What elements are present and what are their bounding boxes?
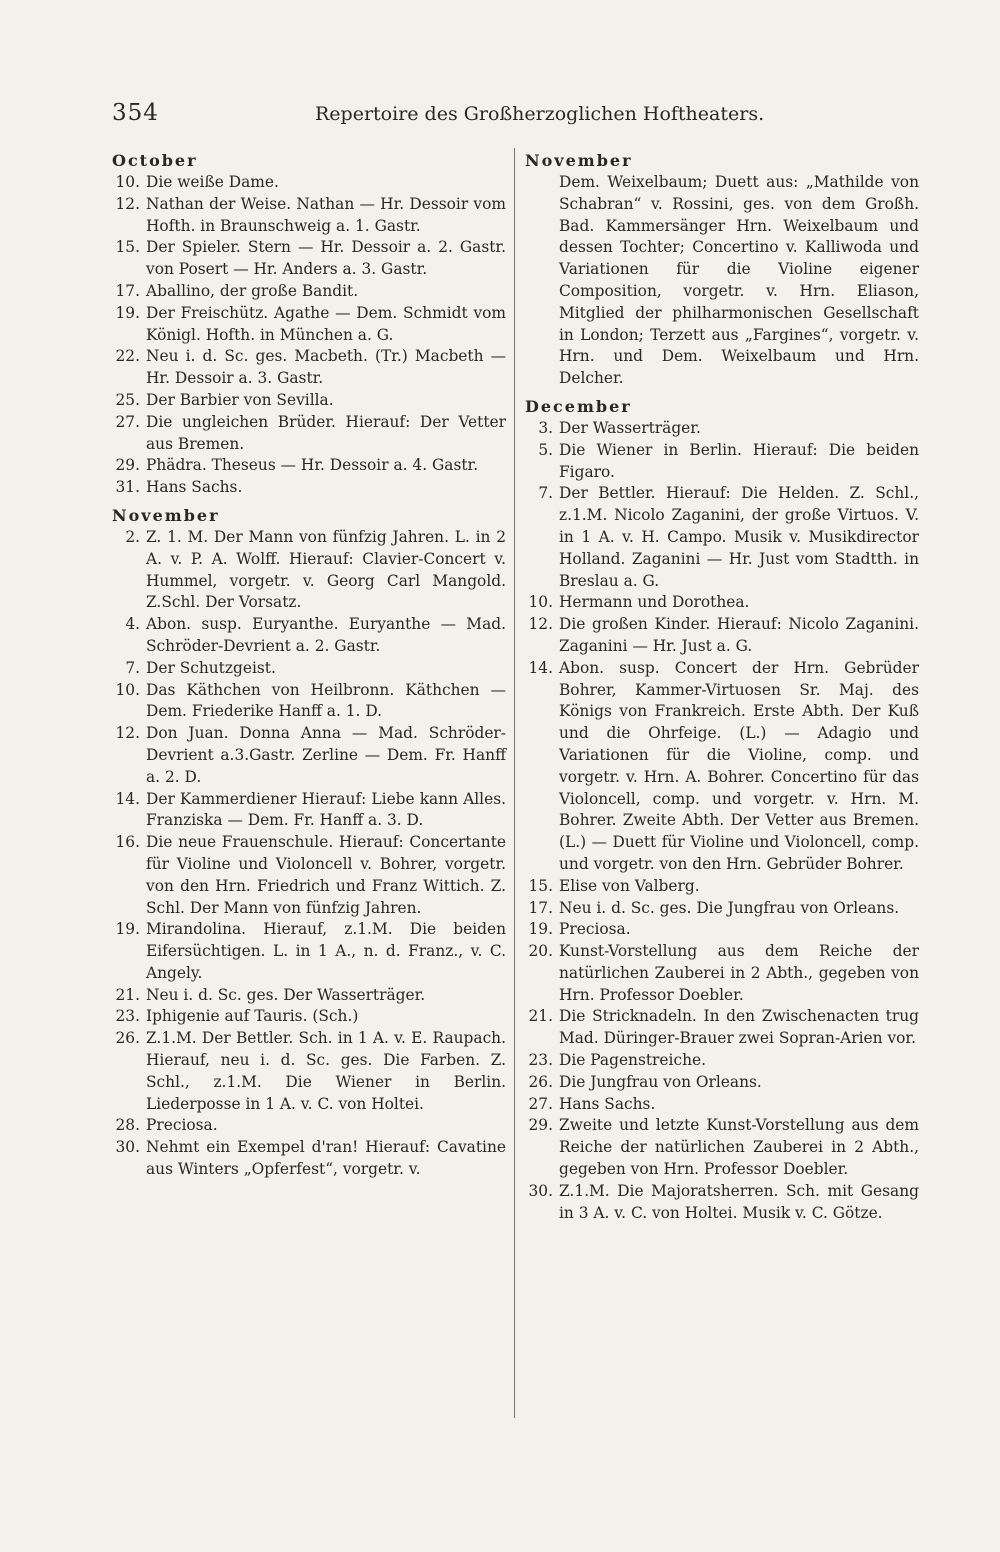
entry-day: 5. [538, 440, 553, 459]
repertoire-entry [112, 985, 506, 1007]
month-heading: November [525, 151, 633, 170]
repertoire-entry [112, 527, 506, 614]
entry-day: 12. [528, 615, 553, 634]
repertoire-entry [112, 1137, 506, 1181]
entry-text: Die Wiener in Berlin. Hierauf: Die beiden Figaro. [559, 440, 919, 481]
entry-text: Der Wasserträger. [559, 418, 701, 437]
page-header [112, 100, 765, 136]
entry-text: Z. 1. M. Der Mann von fünfzig Jahren. L. in 2 A. v. P. A. Wolff. Hierauf: Clavier-Concert v. Hummel, vorgetr. v. Georg Carl Mangold. Z.Schl. Der Vorsatz. [146, 527, 506, 612]
entry-day: 19. [115, 920, 140, 939]
entry-text: Elise von Valberg. [559, 876, 700, 895]
repertoire-entry [525, 1072, 919, 1094]
entry-day: 15. [115, 238, 140, 257]
repertoire-entry [525, 1050, 919, 1072]
entry-day: 3. [538, 418, 553, 437]
continued-entry: Dem. Weixelbaum; Duett aus: „Mathilde von Schabran“ v. Rossini, ges. von dem Großh. Bad. Kammersänger Hrn. Weixelbaum und dessen Tochter; Concertino v. Kalliwoda und Variationen für die Violine eigener Composition, vorgetr. v. Hrn. Eliason, Mitglied der philharmonischen Gesellschaft in London; Terzett aus „Fargines“, vorgetr. v. Hrn. und Dem. Weixelbaum und Hrn. Delcher. [559, 173, 919, 388]
entry-day: 4. [125, 615, 140, 634]
repertoire-entry [112, 919, 506, 984]
entry-day: 7. [125, 658, 140, 677]
entry-day: 17. [528, 898, 553, 917]
entry-day: 14. [115, 789, 140, 808]
repertoire-entry [112, 194, 506, 238]
entry-day: 16. [115, 833, 140, 852]
repertoire-entry [112, 237, 506, 281]
entry-text: Abon. susp. Concert der Hrn. Gebrüder Bohrer, Kammer-Virtuosen Sr. Maj. des Königs von Frankreich. Erste Abth. Der Kuß und die Ohrfeige. (L.) — Adagio und Variationen für die Violine, comp. und vorgetr. v. Hrn. A. Bohrer. Concertino für das Violoncell, comp. und vorgetr. v. Hrn. M. Bohrer. Zweite Abth. Der Vetter aus Bremen. (L.) — Duett für Violine und Violoncell, comp. und vorgetr. von den Hrn. Gebrüder Bohrer. [559, 658, 919, 873]
repertoire-entry [112, 477, 506, 499]
entry-day: 2. [125, 527, 140, 546]
entry-text: Die Jungfrau von Orleans. [559, 1072, 762, 1091]
repertoire-entry [525, 483, 919, 592]
entry-day: 31. [115, 478, 140, 497]
running-head: Repertoire des Großherzoglichen Hoftheaters. [315, 103, 765, 125]
entry-day: 30. [115, 1138, 140, 1157]
repertoire-entry [112, 832, 506, 919]
entry-day: 12. [115, 724, 140, 743]
entry-text: Der Schutzgeist. [146, 658, 276, 677]
entry-day: 21. [528, 1007, 553, 1026]
entry-day: 23. [528, 1051, 553, 1070]
left-column [112, 150, 506, 1181]
repertoire-entry [525, 614, 919, 658]
entry-day: 20. [528, 942, 553, 961]
page-number: 354 [112, 100, 159, 126]
entry-text: Neu i. d. Sc. ges. Macbeth. (Tr.) Macbeth — Hr. Dessoir a. 3. Gastr. [146, 347, 506, 388]
month-heading: October [112, 151, 198, 170]
repertoire-entry [525, 592, 919, 614]
repertoire-entry [112, 614, 506, 658]
entry-day: 23. [115, 1007, 140, 1026]
entry-day: 29. [115, 456, 140, 475]
entry-text: Z.1.M. Der Bettler. Sch. in 1 A. v. E. Raupach. Hierauf, neu i. d. Sc. ges. Die Farben. Z. Schl., z.1.M. Die Wiener in Berlin. Liederposse in 1 A. v. C. von Holtei. [146, 1029, 506, 1113]
repertoire-entry [112, 172, 506, 194]
repertoire-entry [112, 281, 506, 303]
repertoire-entry [525, 919, 919, 941]
entry-text: Abon. susp. Euryanthe. Euryanthe — Mad. Schröder-Devrient a. 2. Gastr. [146, 615, 506, 655]
repertoire-entry [525, 898, 919, 920]
entry-day: 30. [528, 1181, 553, 1200]
entry-day: 26. [115, 1029, 140, 1048]
entry-text: Hans Sachs. [559, 1094, 656, 1113]
entry-text: Der Freischütz. Agathe — Dem. Schmidt vom Königl. Hofth. in München a. G. [146, 303, 506, 344]
entry-text: Die weiße Dame. [146, 173, 279, 191]
repertoire-entry [525, 1115, 919, 1180]
repertoire-entry [525, 418, 919, 440]
entry-day: 26. [528, 1072, 553, 1091]
repertoire-entry [525, 1094, 919, 1116]
entry-day: 17. [115, 281, 140, 300]
repertoire-entry [112, 789, 506, 833]
repertoire-entry [112, 390, 506, 412]
entry-day: 19. [528, 920, 553, 939]
entry-day: 28. [115, 1116, 140, 1135]
repertoire-entry [112, 1006, 506, 1028]
entry-day: 19. [115, 303, 140, 322]
entry-text: Die ungleichen Brüder. Hierauf: Der Vetter aus Bremen. [146, 412, 506, 453]
entry-text: Hermann und Dorothea. [559, 593, 750, 612]
entry-text: Nehmt ein Exempel d'ran! Hierauf: Cavatine aus Winters „Opferfest“, vorgetr. v. [146, 1138, 506, 1179]
repertoire-entry [525, 876, 919, 898]
repertoire-entry [112, 303, 506, 347]
entry-day: 12. [115, 194, 140, 213]
entry-day: 29. [528, 1116, 553, 1135]
entry-text: Der Kammerdiener Hierauf: Liebe kann Alles. Franziska — Dem. Fr. Hanff a. 3. D. [146, 789, 506, 830]
entry-day: 14. [528, 658, 553, 677]
entry-text: Mirandolina. Hierauf, z.1.M. Die beiden Eifersüchtigen. L. in 1 A., n. d. Franz., v. C. Angely. [146, 920, 506, 982]
entry-day: 25. [115, 390, 140, 409]
repertoire-entry [525, 941, 919, 1006]
entry-day: 7. [538, 484, 553, 503]
month-section [112, 150, 506, 505]
entry-text: Die großen Kinder. Hierauf: Nicolo Zaganini. Zaganini — Hr. Just a. G. [559, 615, 919, 655]
entry-day: 21. [115, 985, 140, 1004]
entry-text: Die neue Frauenschule. Hierauf: Concertante für Violine und Violoncell v. Bohrer, vorgetr. von den Hrn. Friedrich und Franz Wittich. Z. Schl. Der Mann von fünfzig Jahren. [146, 833, 506, 917]
repertoire-entry [112, 1028, 506, 1115]
entry-text: Das Käthchen von Heilbronn. Käthchen — Dem. Friederike Hanff a. 1. D. [146, 680, 506, 721]
repertoire-entry [525, 1006, 919, 1050]
entry-text: Der Spieler. Stern — Hr. Dessoir a. 2. Gastr. von Posert — Hr. Anders a. 3. Gastr. [146, 238, 506, 279]
repertoire-entry [112, 658, 506, 680]
repertoire-entry [525, 440, 919, 484]
entry-day: 10. [115, 173, 140, 191]
column-divider [514, 148, 515, 1418]
repertoire-entry [525, 658, 919, 876]
entry-text: Nathan der Weise. Nathan — Hr. Dessoir vom Hofth. in Braunschweig a. 1. Gastr. [146, 194, 506, 235]
entry-text: Zweite und letzte Kunst-Vorstellung aus dem Reiche der natürlichen Zauberei in 2 Abth., gegeben von Hrn. Professor Doebler. [559, 1116, 919, 1179]
repertoire-entry [112, 680, 506, 724]
entry-text: Der Bettler. Hierauf: Die Helden. Z. Schl., z.1.M. Nicolo Zaganini, der große Virtuos. V. in 1 A. v. H. Campo. Musik v. Musikdirector Holland. Zaganini — Hr. Just vom Stadtth. in Breslau a. G. [559, 484, 919, 590]
repertoire-entry [112, 412, 506, 456]
entry-day: 10. [115, 680, 140, 699]
entry-text: Don Juan. Donna Anna — Mad. Schröder-Devrient a.3.Gastr. Zerline — Dem. Fr. Hanff a. 2. D. [146, 724, 506, 786]
entry-text: Iphigenie auf Tauris. (Sch.) [146, 1007, 359, 1026]
repertoire-entry [112, 346, 506, 390]
right-column [525, 150, 919, 1224]
month-section [112, 505, 506, 1181]
entry-text: Phädra. Theseus — Hr. Dessoir a. 4. Gastr. [146, 456, 479, 475]
entry-day: 27. [528, 1094, 553, 1113]
entry-text: Neu i. d. Sc. ges. Die Jungfrau von Orleans. [559, 898, 900, 917]
entry-day: 10. [528, 593, 553, 612]
month-heading: December [525, 396, 632, 416]
entry-text: Preciosa. [559, 920, 631, 939]
entry-text: Preciosa. [146, 1116, 218, 1135]
entry-text: Die Stricknadeln. In den Zwischenacten trug Mad. Düringer-Brauer zwei Sopran-Arien vor. [559, 1007, 919, 1048]
entry-text: Aballino, der große Bandit. [146, 281, 359, 300]
repertoire-entry [112, 1115, 506, 1137]
repertoire-entry [112, 455, 506, 477]
entry-text: Hans Sachs. [146, 478, 243, 497]
entry-text: Die Pagenstreiche. [559, 1051, 706, 1070]
month-section [525, 396, 919, 1224]
entry-text: Kunst-Vorstellung aus dem Reiche der natürlichen Zauberei in 2 Abth., gegeben von Hrn. Professor Doebler. [559, 942, 919, 1004]
entry-text: Der Barbier von Sevilla. [146, 390, 334, 409]
month-heading: November [112, 505, 220, 525]
entry-text: Neu i. d. Sc. ges. Der Wasserträger. [146, 985, 426, 1004]
entry-day: 15. [528, 876, 553, 895]
entry-day: 27. [115, 412, 140, 431]
entry-text: Z.1.M. Die Majoratsherren. Sch. mit Gesang in 3 A. v. C. von Holtei. Musik v. C. Götze. [559, 1181, 919, 1222]
repertoire-entry [525, 1181, 919, 1225]
repertoire-entry [112, 723, 506, 788]
entry-day: 22. [115, 347, 140, 366]
